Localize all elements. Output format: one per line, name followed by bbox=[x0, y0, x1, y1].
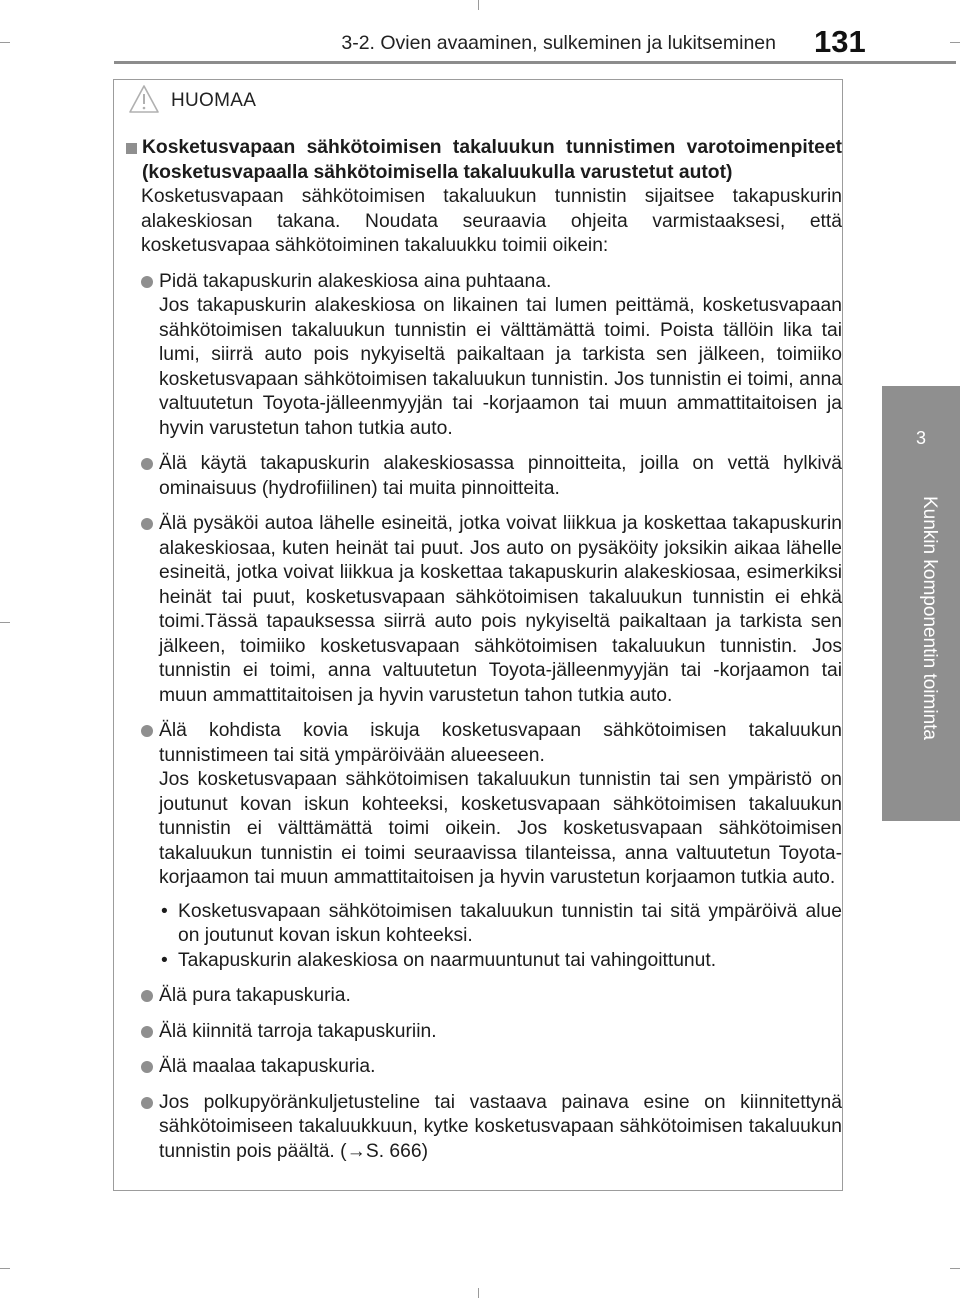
notice-box bbox=[113, 79, 843, 1191]
chapter-number: 3 bbox=[915, 428, 926, 448]
item-detail: Jos takapuskurin alakeskiosa on likainen tai lumen peittämä, kosketusvapaan sähkötoimisen takaluukun tunnistin ei välttämättä toimi. Poista tällöin lika tai lumi, siirrä auto pois nykyiseltä paikaltaan ja tarkista sen jälkeen, toimiiko kosketusvapaan sähkötoimisen takaluukun tunnistin. Jos tunnistin ei toimi, anna valtuutetun Toyota-jälleenmyyjän tai -korjaamon tai muun ammattitaitoisen ja hyvin varustetun tahon tutkia auto. bbox=[159, 295, 842, 439]
header-rule bbox=[114, 61, 956, 64]
round-bullet-icon bbox=[141, 518, 153, 530]
section-title-text: Kosketusvapaan sähkötoimisen takaluukun tunnistimen varotoimenpiteet (kosketusvapaalla sähkötoimisella takaluukulla varustetut autot) bbox=[142, 137, 842, 183]
item-text: Pidä takapuskurin alakeskiosa aina puhtaana. bbox=[159, 270, 552, 292]
crop-mark bbox=[478, 1288, 479, 1298]
round-bullet-icon bbox=[141, 458, 153, 470]
crop-mark bbox=[0, 1268, 10, 1269]
notice-content bbox=[126, 136, 842, 1175]
round-bullet-icon bbox=[141, 1097, 153, 1109]
item-text: Älä käytä takapuskurin alakeskiosassa pinnoitteita, joilla on vettä hylkivä ominaisuus (hydrofiilinen) tai muita pinnoitteita. bbox=[159, 453, 842, 499]
chapter-title: Kunkin komponentin toiminta bbox=[919, 496, 940, 740]
notice-label: HUOMAA bbox=[171, 90, 257, 111]
list-item bbox=[126, 512, 842, 708]
round-bullet-icon bbox=[141, 1026, 153, 1038]
item-text: Älä maalaa takapuskuria. bbox=[159, 1056, 376, 1077]
notice-header bbox=[114, 80, 842, 124]
page-number: 131 bbox=[814, 24, 866, 59]
round-bullet-icon bbox=[141, 1061, 153, 1073]
intro-paragraph: Kosketusvapaan sähkötoimisen takaluukun tunnistin sijaitsee takapuskurin alakeskiosan takana. Noudata seuraavia ohjeita varmistaaksesi, että kosketusvapaa sähkötoiminen takaluukku toimii oikein: bbox=[141, 186, 842, 256]
item-text: Älä pura takapuskuria. bbox=[159, 985, 351, 1006]
list-item bbox=[126, 1091, 842, 1165]
sub-bullet: • Takapuskurin alakeskiosa on naarmuuntunut tai vahingoittunut. bbox=[159, 949, 842, 974]
item-text: Älä kiinnitä tarroja takapuskuriin. bbox=[159, 1020, 437, 1042]
square-bullet-icon bbox=[126, 143, 137, 154]
list-item bbox=[126, 1020, 842, 1045]
crop-mark bbox=[0, 622, 10, 623]
list-item bbox=[126, 984, 842, 1009]
sub-bullet-list bbox=[159, 900, 842, 974]
crop-mark bbox=[950, 1268, 960, 1269]
warning-triangle-icon bbox=[128, 84, 160, 114]
round-bullet-icon bbox=[141, 990, 153, 1002]
item-text: Älä kohdista kovia iskuja kosketusvapaan sähkötoimisen takaluukun tunnistimeen tai sitä ympäröivään alueeseen. bbox=[159, 720, 842, 766]
chapter-section-title: 3-2. Ovien avaaminen, sulkeminen ja lukitseminen bbox=[341, 32, 776, 54]
chapter-side-tab bbox=[882, 386, 960, 821]
round-bullet-icon bbox=[141, 725, 153, 737]
item-text: Älä pysäköi autoa lähelle esineitä, jotka voivat liikkua ja koskettaa takapuskurin alakeskiosaa, kuten heinät tai puut. Jos auto on pysäköity joksikin aikaa lähelle esineitä, jotka voivat liikkua ja koskettaa takapuskurin alakeskiosaa, esimerkiksi heinät tai puut, kosketusvapaan sähkötoimisen takaluukun tunnistin ei ehkä toimi.Tässä tapauksessa siirrä auto pois nykyiseltä paikaltaan ja tarkista sen jälkeen, toimiiko kosketusvapaan sähkötoimisen takaluukun tunnistin. Jos tunnistin ei toimi, anna valtuutetun Toyota-jälleenmyyjän tai -korjaamon tai muun ammattitaitoisen ja hyvin varustetun tahon tutkia auto. bbox=[159, 513, 842, 706]
crop-mark bbox=[950, 42, 960, 43]
crop-mark bbox=[478, 0, 479, 10]
list-item bbox=[126, 1055, 842, 1080]
list-item bbox=[126, 452, 842, 501]
sub-bullet: • Kosketusvapaan sähkötoimisen takaluukun tunnistin tai sitä ympäröivä alue on joutunut kovan iskun kohteeksi. bbox=[159, 900, 842, 949]
section-heading bbox=[126, 136, 842, 185]
list-item bbox=[126, 270, 842, 442]
round-bullet-icon bbox=[141, 276, 153, 288]
list-item bbox=[126, 719, 842, 973]
item-detail: Jos kosketusvapaan sähkötoimisen takaluukun tunnistin tai sen ympäristö on joutunut kovan iskun kohteeksi, kosketusvapaan sähkötoimisen takaluukun tunnistin ei välttämättä toimi oikein. Jos kosketusvapaan sähkötoimisen takaluukun tunnistin ei toimi seuraavissa tilanteissa, anna valtuutetun Toyota-korjaamon tai muun ammattitaitoisen ja hyvin varustetun korjaamon tutkia auto. bbox=[159, 769, 842, 888]
item-text: Jos polkupyöränkuljetusteline tai vastaava painava esine on kiinnitettynä sähkötoimiseen takaluukkuun, kytke kosketusvapaan sähkötoimisen takaluukun tunnistin pois päältä. (→S. 666) bbox=[159, 1091, 842, 1162]
crop-mark bbox=[0, 42, 10, 43]
